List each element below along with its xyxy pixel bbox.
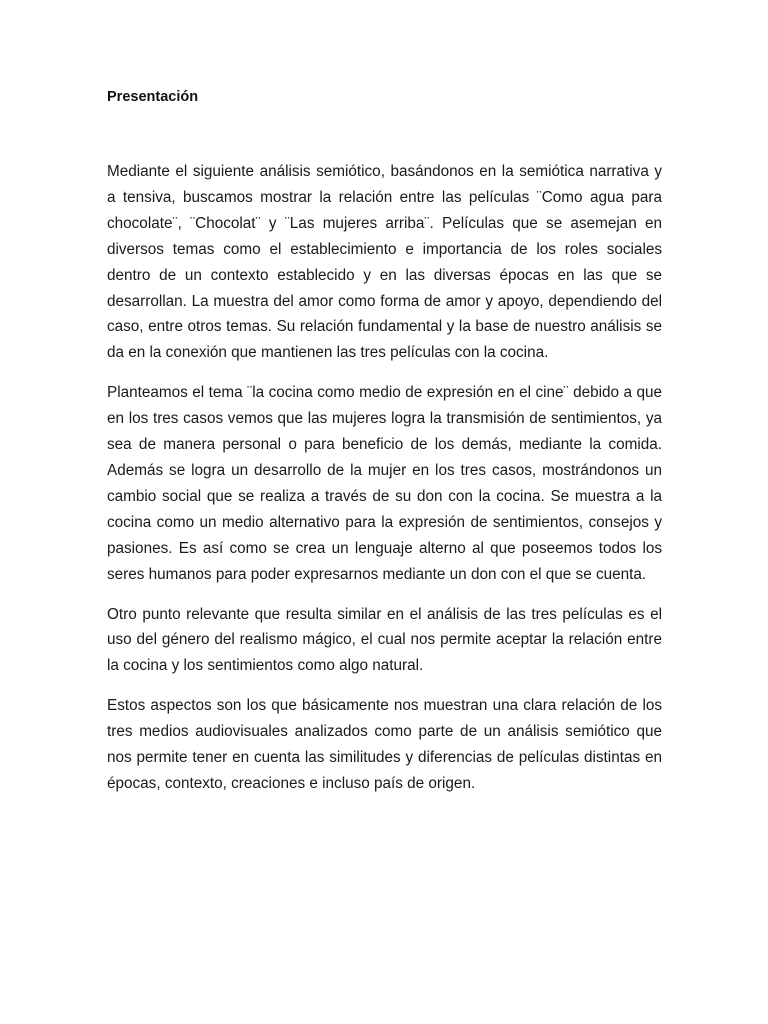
paragraph-3: Otro punto relevante que resulta similar en el análisis de las tres películas es el uso del género del realismo mágico, el cual nos permite aceptar la relación entre la cocina y los sentimientos como algo natural. (107, 605, 662, 675)
paragraph-1: Mediante el siguiente análisis semiótico, basándonos en la semiótica narrativa y a tensiva, buscamos mostrar la relación entre las películas ¨Como agua para chocolate¨, ¨Chocolat¨ y ¨Las mujeres arriba¨. Películas que se asemejan en diversos temas como el establecimiento e importancia de los roles sociales dentro de un contexto establecido y en las diversas épocas en las que se desarrollan. La muestra del amor como forma de amor y apoyo, dependiendo del caso, entre otros temas. Su relación fundamental y la base de nuestro análisis se da en la conexión que mantienen las tres películas con la cocina. (107, 163, 662, 362)
document-page (107, 87, 662, 811)
paragraph-2: Planteamos el tema ¨la cocina como medio de expresión en el cine¨ debido a que en los tres casos vemos que las mujeres logra la transmisión de sentimientos, ya sea de manera personal o para beneficio de los demás, mediante la comida. Además se logra un desarrollo de la mujer en los tres casos, mostrándonos un cambio social que se realiza a través de su don con la cocina. Se muestra a la cocina como un medio alternativo para la expresión de sentimientos, consejos y pasiones. Es así como se crea un lenguaje alterno al que poseemos todos los seres humanos para poder expresarnos mediante un don con el que se cuenta. (107, 384, 662, 583)
paragraph-4: Estos aspectos son los que básicamente nos muestran una clara relación de los tres medios audiovisuales analizados como parte de un análisis semiótico que nos permite tener en cuenta las similitudes y diferencias de películas distintas en épocas, contexto, creaciones e incluso país de origen. (107, 697, 662, 792)
document-title: Presentación (107, 89, 199, 105)
